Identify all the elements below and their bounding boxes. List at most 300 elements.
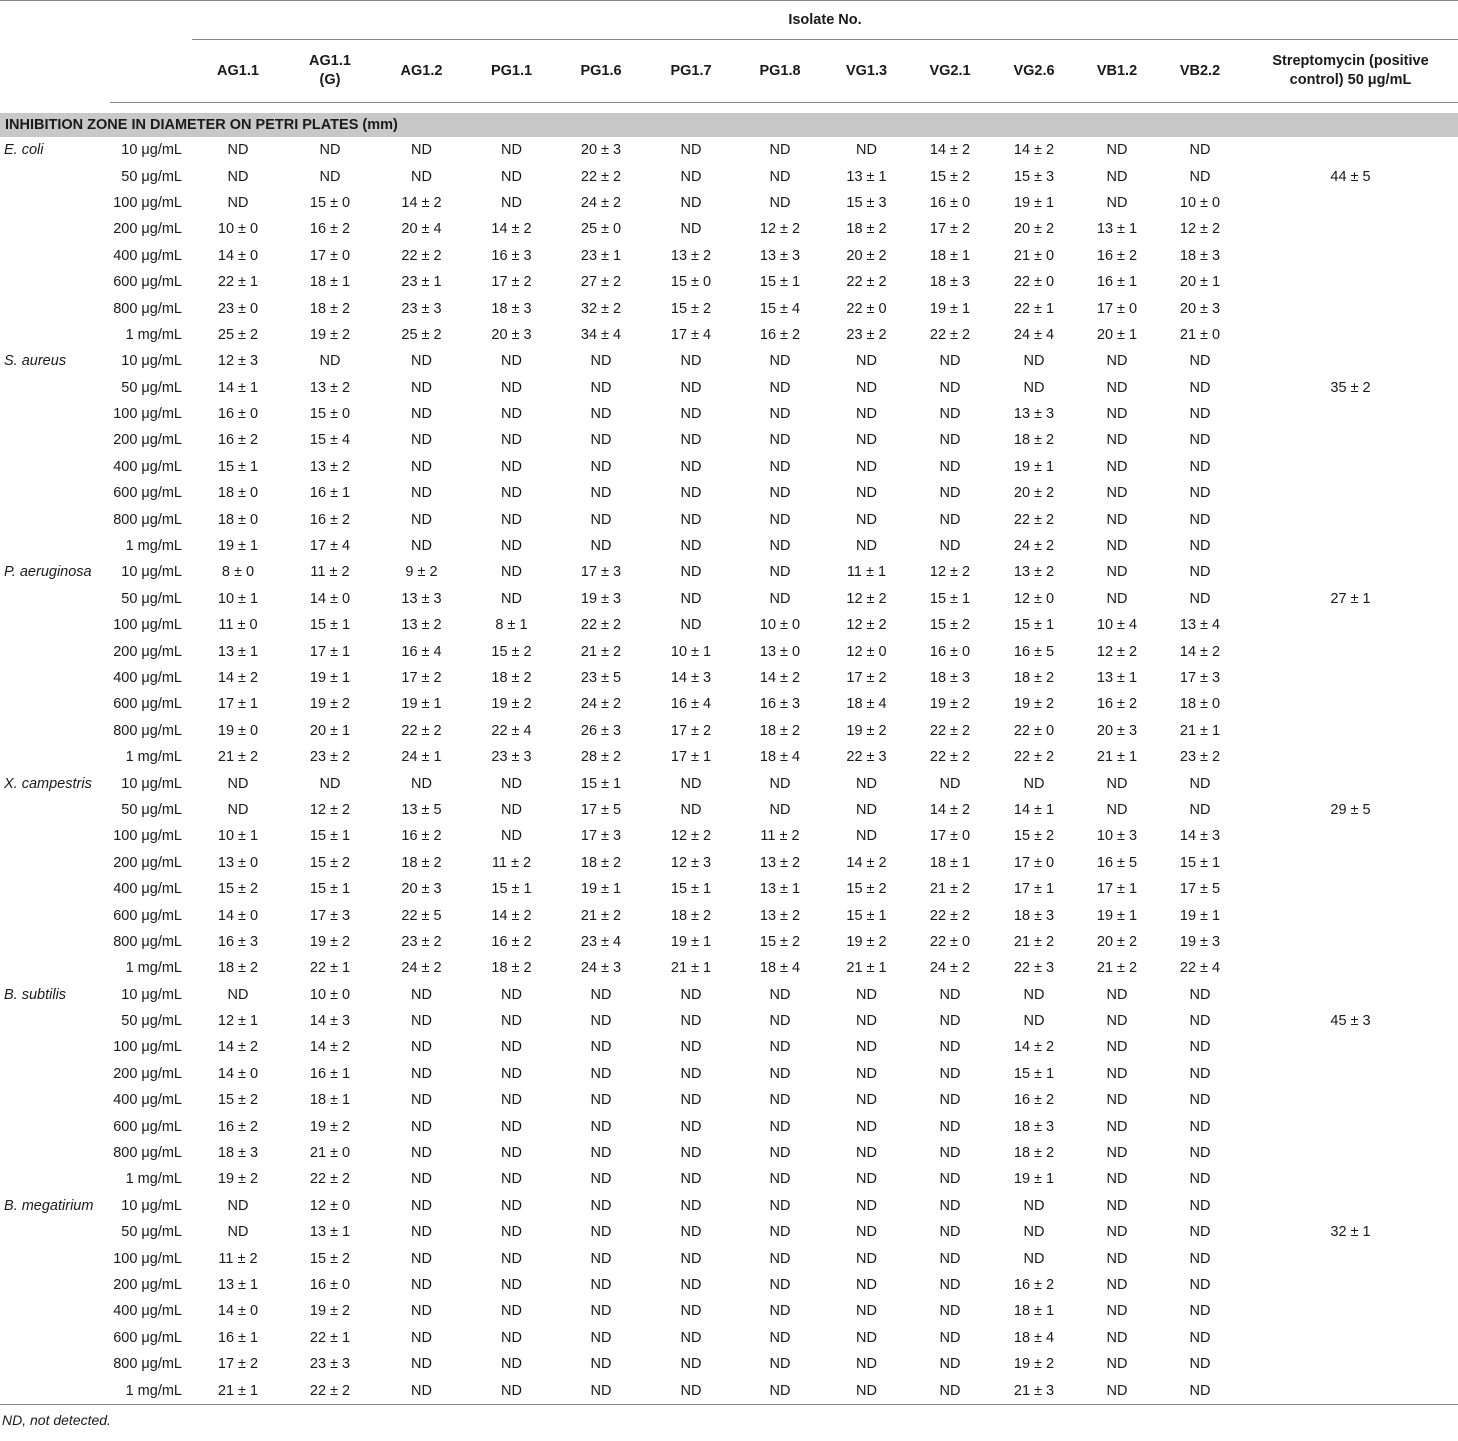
zone-value-cell: ND (1106, 1276, 1128, 1293)
zone-value-cell: ND (680, 485, 702, 502)
zone-value-cell: 15 ± 1 (491, 881, 532, 898)
zone-value-cell: 13 ± 3 (401, 590, 442, 607)
zone-value-cell: 10 ± 1 (670, 643, 712, 660)
zone-value-cell: 14 ± 3 (309, 1013, 351, 1030)
zone-value-cell: ND (1106, 194, 1128, 211)
zone-value-cell: ND (680, 1197, 702, 1214)
zone-value-cell: 18 ± 1 (309, 274, 351, 291)
zone-value-cell: 16 ± 0 (929, 194, 971, 211)
table-row (0, 770, 1458, 796)
zone-value-cell: 18 ± 2 (1013, 670, 1055, 686)
zone-value-cell: 24 ± 3 (580, 960, 622, 977)
zone-value-cell: ND (939, 1356, 961, 1373)
zone-value-cell: ND (411, 1039, 432, 1056)
zone-value-cell: 15 ± 1 (1013, 617, 1055, 634)
organism-cell-empty (0, 850, 110, 876)
zone-value-cell: 8 ± 1 (495, 617, 528, 634)
zone-value-cell: ND (1106, 1303, 1128, 1320)
zone-value-cell: 13 ± 2 (309, 379, 351, 396)
zone-value-cell: 20 ± 2 (1013, 485, 1055, 502)
zone-value-cell: 20 ± 2 (1013, 221, 1055, 238)
table-row (0, 243, 1458, 269)
zone-value-cell: 18 ± 2 (759, 722, 801, 739)
concentration-label: 1 mg/mL (125, 538, 182, 555)
concentration-label: 1 mg/mL (125, 960, 182, 977)
zone-value-cell: 19 ± 3 (1179, 933, 1221, 950)
zone-value-cell: 22 ± 2 (1013, 749, 1055, 766)
concentration-label: 600 μg/mL (113, 274, 182, 291)
zone-value-cell: ND (856, 1250, 877, 1267)
zone-value-cell: ND (856, 1171, 877, 1188)
zone-value-cell: 21 ± 2 (1096, 960, 1138, 977)
zone-value-cell: 14 ± 2 (1013, 1039, 1055, 1056)
streptomycin-cell-empty (1243, 1325, 1458, 1351)
zone-value-cell: ND (939, 1092, 961, 1109)
zone-value-cell: 20 ± 3 (491, 326, 532, 343)
zone-value-cell: 17 ± 2 (401, 670, 442, 686)
zone-value-cell: ND (227, 142, 249, 159)
table-row (0, 1087, 1458, 1113)
zone-value-cell: ND (590, 1224, 612, 1241)
zone-value-cell: ND (680, 1224, 702, 1241)
zone-value-cell: 16 ± 0 (309, 1276, 351, 1293)
zone-value-cell: ND (501, 1197, 522, 1214)
zone-value-cell: 15 ± 2 (309, 854, 351, 871)
zone-value-cell: 14 ± 0 (309, 590, 351, 607)
zone-value-cell: 16 ± 2 (309, 221, 351, 238)
concentration-label: 50 μg/mL (121, 379, 182, 396)
table-row (0, 929, 1458, 955)
zone-value-cell: 19 ± 1 (580, 881, 622, 898)
zone-value-cell: 15 ± 1 (846, 907, 887, 924)
zone-value-cell: 34 ± 4 (580, 326, 622, 343)
streptomycin-cell-empty (1243, 1193, 1458, 1219)
zone-value-cell: ND (319, 168, 341, 185)
organism-cell-empty (0, 375, 110, 401)
zone-value-cell: ND (411, 1382, 432, 1399)
zone-value-cell: ND (856, 775, 877, 792)
zone-value-cell: ND (501, 1224, 522, 1241)
zone-value-cell: ND (856, 1145, 877, 1162)
organism-name: S. aureus (4, 353, 67, 370)
zone-value-cell: ND (1106, 1118, 1128, 1135)
zone-value-cell: ND (856, 458, 877, 475)
organism-cell-empty (0, 163, 110, 189)
zone-value-cell: 14 ± 2 (759, 670, 801, 686)
zone-value-cell: 21 ± 1 (846, 960, 887, 977)
zone-value-cell: ND (501, 1329, 522, 1346)
zone-value-cell: ND (590, 1065, 612, 1082)
zone-value-cell: ND (1023, 353, 1045, 370)
zone-value-cell: ND (1189, 986, 1211, 1003)
zone-value-cell: ND (856, 379, 877, 396)
zone-value-cell: 10 ± 0 (217, 221, 259, 238)
zone-value-cell: ND (1189, 432, 1211, 449)
zone-value-cell: ND (411, 1145, 432, 1162)
table-row (0, 665, 1458, 691)
zone-value-cell: ND (856, 1197, 877, 1214)
zone-value-cell: 17 ± 5 (580, 801, 622, 818)
organism-cell-empty (0, 1351, 110, 1377)
zone-value-cell: ND (939, 1382, 961, 1399)
zone-value-cell: 24 ± 1 (401, 749, 442, 766)
streptomycin-cell-empty (1243, 427, 1458, 453)
table-row (0, 955, 1458, 981)
zone-value-cell: ND (1023, 1250, 1045, 1267)
zone-value-cell: ND (590, 458, 612, 475)
zone-value-cell: ND (680, 1329, 702, 1346)
column-header-10: VG2.6 (991, 40, 1077, 103)
zone-value-cell: 12 ± 0 (846, 643, 887, 660)
zone-value-cell: ND (411, 511, 432, 528)
zone-value-cell: ND (680, 775, 702, 792)
table-row (0, 322, 1458, 348)
concentration-label: 200 μg/mL (113, 643, 182, 660)
zone-value-cell: 10 ± 0 (759, 617, 801, 634)
concentration-label: 600 μg/mL (113, 696, 182, 713)
zone-value-cell: ND (939, 1303, 961, 1320)
zone-value-cell: 14 ± 2 (1179, 643, 1221, 660)
zone-value-cell: 21 ± 2 (580, 643, 622, 660)
zone-value-cell: ND (680, 590, 702, 607)
zone-value-cell: ND (1106, 1250, 1128, 1267)
table-row (0, 269, 1458, 295)
zone-value-cell: ND (769, 1224, 791, 1241)
organism-cell-empty (0, 1298, 110, 1324)
zone-value-cell: ND (227, 168, 249, 185)
zone-value-cell: 15 ± 1 (217, 458, 259, 475)
streptomycin-cell-empty (1243, 506, 1458, 532)
zone-value-cell: ND (856, 538, 877, 555)
zone-value-cell: ND (411, 1065, 432, 1082)
zone-value-cell: 12 ± 2 (1096, 643, 1138, 660)
streptomycin-cell-empty (1243, 401, 1458, 427)
zone-value-cell: 18 ± 3 (1013, 907, 1055, 924)
streptomycin-value: 35 ± 2 (1330, 379, 1371, 396)
zone-value-cell: 14 ± 2 (929, 142, 971, 159)
zone-value-cell: 13 ± 5 (401, 801, 442, 818)
zone-value-cell: 16 ± 4 (401, 643, 442, 660)
zone-value-cell: 14 ± 1 (1013, 801, 1055, 818)
zone-value-cell: ND (856, 986, 877, 1003)
zone-value-cell: ND (1106, 564, 1128, 581)
zone-value-cell: ND (590, 1356, 612, 1373)
zone-value-cell: 23 ± 4 (580, 933, 622, 950)
table-row (0, 1351, 1458, 1377)
column-header-5: PG1.6 (556, 40, 646, 103)
streptomycin-cell-empty (1243, 665, 1458, 691)
zone-value-cell: 17 ± 1 (670, 749, 712, 766)
organism-cell-empty (0, 638, 110, 664)
zone-value-cell: 22 ± 2 (309, 1171, 351, 1188)
zone-value-cell: ND (939, 775, 961, 792)
zone-value-cell: 13 ± 1 (1096, 221, 1138, 238)
zone-value-cell: ND (1106, 590, 1128, 607)
zone-value-cell: 14 ± 0 (217, 907, 259, 924)
zone-value-cell: ND (769, 379, 791, 396)
column-header-13: Streptomycin (positive control) 50 μg/mL (1243, 40, 1458, 103)
table-row (0, 1298, 1458, 1324)
zone-value-cell: ND (1106, 142, 1128, 159)
zone-value-cell: ND (1189, 1013, 1211, 1030)
zone-value-cell: 12 ± 0 (1013, 590, 1055, 607)
table-row (0, 1166, 1458, 1192)
zone-value-cell: 21 ± 2 (1013, 933, 1055, 950)
zone-value-cell: ND (590, 1145, 612, 1162)
organism-name: E. coli (4, 142, 44, 159)
zone-value-cell: 19 ± 3 (580, 590, 622, 607)
zone-value-cell: 12 ± 3 (217, 353, 259, 370)
section-title: INHIBITION ZONE IN DIAMETER ON PETRI PLATES (mm) (0, 113, 1458, 138)
zone-value-cell: 16 ± 1 (217, 1329, 259, 1346)
zone-value-cell: 15 ± 1 (309, 617, 351, 634)
zone-value-cell: ND (856, 1065, 877, 1082)
zone-value-cell: 14 ± 3 (670, 670, 712, 686)
zone-value-cell: ND (769, 194, 791, 211)
table-row (0, 691, 1458, 717)
concentration-label: 1 mg/mL (125, 326, 182, 343)
table-row (0, 454, 1458, 480)
streptomycin-cell-empty (1243, 1087, 1458, 1113)
zone-value-cell: ND (680, 1145, 702, 1162)
streptomycin-cell-empty (1243, 216, 1458, 242)
zone-value-cell: ND (1189, 511, 1211, 528)
zone-value-cell: ND (769, 775, 791, 792)
zone-value-cell: ND (501, 1013, 522, 1030)
zone-value-cell: 16 ± 3 (759, 696, 801, 713)
zone-value-cell: 18 ± 2 (491, 670, 532, 686)
column-header-6: PG1.7 (646, 40, 736, 103)
zone-value-cell: ND (590, 406, 612, 423)
zone-value-cell: ND (411, 458, 432, 475)
table-row (0, 1140, 1458, 1166)
zone-value-cell: 19 ± 2 (1013, 696, 1055, 713)
zone-value-cell: ND (501, 1382, 522, 1399)
zone-value-cell: 21 ± 2 (929, 881, 971, 898)
zone-value-cell: ND (1106, 1197, 1128, 1214)
zone-value-cell: ND (939, 379, 961, 396)
zone-value-cell: 21 ± 0 (1013, 247, 1055, 264)
zone-value-cell: 21 ± 2 (580, 907, 622, 924)
zone-value-cell: ND (769, 1276, 791, 1293)
organism-cell-empty (0, 216, 110, 242)
zone-value-cell: ND (590, 1197, 612, 1214)
zone-value-cell: 14 ± 2 (309, 1039, 351, 1056)
zone-value-cell: 13 ± 2 (759, 854, 801, 871)
zone-value-cell: 17 ± 0 (309, 247, 351, 264)
streptomycin-cell-empty (1243, 718, 1458, 744)
streptomycin-cell-empty (1243, 744, 1458, 770)
zone-value-cell: 9 ± 2 (405, 564, 438, 581)
concentration-label: 200 μg/mL (113, 854, 182, 871)
organism-cell-empty (0, 322, 110, 348)
table-row (0, 1193, 1458, 1219)
zone-value-cell: 15 ± 1 (670, 881, 712, 898)
zone-value-cell: ND (856, 432, 877, 449)
zone-value-cell: 16 ± 2 (401, 828, 442, 845)
zone-value-cell: ND (1189, 168, 1211, 185)
column-header-8: VG1.3 (824, 40, 909, 103)
zone-value-cell: ND (590, 1329, 612, 1346)
streptomycin-cell-empty (1243, 480, 1458, 506)
column-header-11: VB1.2 (1077, 40, 1157, 103)
zone-value-cell: 22 ± 2 (1013, 511, 1055, 528)
zone-value-cell: 11 ± 1 (846, 564, 887, 581)
zone-value-cell: 19 ± 2 (846, 933, 887, 950)
zone-value-cell: ND (590, 1092, 612, 1109)
zone-value-cell: ND (856, 1118, 877, 1135)
zone-value-cell: 15 ± 2 (217, 1092, 259, 1109)
zone-value-cell: 22 ± 2 (929, 326, 971, 343)
zone-value-cell: ND (939, 458, 961, 475)
zone-value-cell: 14 ± 2 (217, 1039, 259, 1056)
zone-value-cell: ND (1106, 1224, 1128, 1241)
concentration-label: 10 μg/mL (121, 564, 182, 581)
zone-value-cell: ND (939, 1065, 961, 1082)
zone-value-cell: ND (856, 406, 877, 423)
zone-value-cell: 13 ± 4 (1179, 617, 1221, 634)
table-row (0, 850, 1458, 876)
isolate-no-header: Isolate No. (192, 1, 1458, 40)
streptomycin-cell-empty (1243, 559, 1458, 585)
zone-value-cell: 13 ± 1 (759, 881, 801, 898)
zone-value-cell: 15 ± 2 (309, 1250, 351, 1267)
zone-value-cell: 17 ± 2 (929, 221, 971, 238)
zone-value-cell: ND (1189, 590, 1211, 607)
zone-value-cell: 13 ± 0 (759, 643, 801, 660)
zone-value-cell: 22 ± 0 (846, 300, 887, 317)
zone-value-cell: 16 ± 4 (670, 696, 712, 713)
concentration-label: 100 μg/mL (113, 617, 182, 634)
zone-value-cell: ND (680, 379, 702, 396)
zone-value-cell: 15 ± 3 (846, 194, 887, 211)
zone-value-cell: ND (1189, 353, 1211, 370)
zone-value-cell: ND (769, 1197, 791, 1214)
zone-value-cell: 19 ± 1 (217, 538, 259, 555)
zone-value-cell: ND (501, 406, 522, 423)
zone-value-cell: ND (680, 1013, 702, 1030)
zone-value-cell: ND (1189, 1171, 1211, 1188)
zone-value-cell: ND (319, 142, 341, 159)
zone-value-cell: ND (856, 485, 877, 502)
zone-value-cell: 17 ± 1 (309, 643, 351, 660)
zone-value-cell: 14 ± 1 (217, 379, 259, 396)
streptomycin-cell-empty (1243, 612, 1458, 638)
zone-value-cell: 19 ± 1 (309, 670, 351, 686)
streptomycin-value: 27 ± 1 (1330, 590, 1371, 607)
streptomycin-cell-empty (1243, 1140, 1458, 1166)
concentration-label: 100 μg/mL (113, 194, 182, 211)
zone-value-cell: ND (856, 1329, 877, 1346)
zone-value-cell: ND (1023, 379, 1045, 396)
table-row (0, 1113, 1458, 1139)
zone-value-cell: ND (1189, 1197, 1211, 1214)
zone-value-cell: ND (1189, 1118, 1211, 1135)
streptomycin-cell-empty (1243, 137, 1458, 163)
streptomycin-cell-empty (1243, 955, 1458, 981)
zone-value-cell: 18 ± 3 (929, 670, 971, 686)
zone-value-cell: ND (856, 1276, 877, 1293)
concentration-label: 100 μg/mL (113, 1039, 182, 1056)
zone-value-cell: 16 ± 2 (491, 933, 532, 950)
zone-value-cell: 18 ± 2 (1013, 432, 1055, 449)
zone-value-cell: ND (680, 564, 702, 581)
concentration-label: 100 μg/mL (113, 1250, 182, 1267)
zone-value-cell: 19 ± 2 (309, 933, 351, 950)
concentration-label: 600 μg/mL (113, 485, 182, 502)
zone-value-cell: ND (856, 1303, 877, 1320)
zone-value-cell: ND (1023, 986, 1045, 1003)
concentration-label: 800 μg/mL (113, 722, 182, 739)
organism-cell-empty (0, 1245, 110, 1271)
zone-value-cell: 16 ± 2 (1096, 247, 1138, 264)
organism-cell-empty (0, 533, 110, 559)
zone-value-cell: 8 ± 0 (221, 564, 255, 581)
zone-value-cell: 18 ± 1 (309, 1092, 351, 1109)
zone-value-cell: ND (680, 801, 702, 818)
zone-value-cell: 22 ± 2 (401, 247, 442, 264)
zone-value-cell: ND (680, 511, 702, 528)
zone-value-cell: 14 ± 2 (491, 221, 532, 238)
zone-value-cell: 23 ± 3 (401, 300, 442, 317)
concentration-label: 600 μg/mL (113, 1329, 182, 1346)
streptomycin-cell-empty (1243, 982, 1458, 1008)
zone-value-cell: ND (1106, 986, 1128, 1003)
table-row (0, 1272, 1458, 1298)
zone-value-cell: ND (411, 1356, 432, 1373)
zone-value-cell: ND (680, 432, 702, 449)
streptomycin-cell-empty (1243, 269, 1458, 295)
organism-cell-empty (0, 1325, 110, 1351)
streptomycin-cell-empty (1243, 1245, 1458, 1271)
zone-value-cell: 17 ± 0 (1013, 854, 1055, 871)
zone-value-cell: ND (680, 1039, 702, 1056)
zone-value-cell: ND (411, 538, 432, 555)
zone-value-cell: 15 ± 4 (759, 300, 801, 317)
zone-value-cell: 13 ± 1 (217, 643, 259, 660)
zone-value-cell: 19 ± 1 (1096, 907, 1138, 924)
table-row (0, 295, 1458, 321)
zone-value-cell: ND (1189, 1276, 1211, 1293)
organism-cell-empty (0, 665, 110, 691)
zone-value-cell: 22 ± 2 (929, 749, 971, 766)
zone-value-cell: ND (1189, 379, 1211, 396)
zone-value-cell: 18 ± 0 (217, 511, 259, 528)
zone-value-cell: 12 ± 2 (759, 221, 801, 238)
zone-value-cell: 18 ± 3 (217, 1145, 259, 1162)
concentration-label: 400 μg/mL (113, 1303, 182, 1320)
zone-value-cell: 13 ± 2 (670, 247, 712, 264)
zone-value-cell: ND (769, 406, 791, 423)
zone-value-cell: ND (1106, 458, 1128, 475)
zone-value-cell: ND (680, 1276, 702, 1293)
zone-value-cell: 17 ± 0 (929, 828, 971, 845)
zone-value-cell: 16 ± 2 (309, 511, 351, 528)
zone-value-cell: 18 ± 1 (1013, 1303, 1055, 1320)
concentration-label: 200 μg/mL (113, 221, 182, 238)
zone-value-cell: ND (939, 1197, 961, 1214)
zone-value-cell: ND (680, 168, 702, 185)
table-row (0, 876, 1458, 902)
organism-cell-empty (0, 1166, 110, 1192)
concentration-label: 600 μg/mL (113, 1118, 182, 1135)
zone-value-cell: 18 ± 3 (491, 300, 532, 317)
column-header-2: AG1.1 (G) (284, 40, 376, 103)
zone-value-cell: 18 ± 2 (580, 854, 622, 871)
zone-value-cell: ND (1189, 538, 1211, 555)
zone-value-cell: ND (680, 1303, 702, 1320)
organism-cell-empty (0, 295, 110, 321)
